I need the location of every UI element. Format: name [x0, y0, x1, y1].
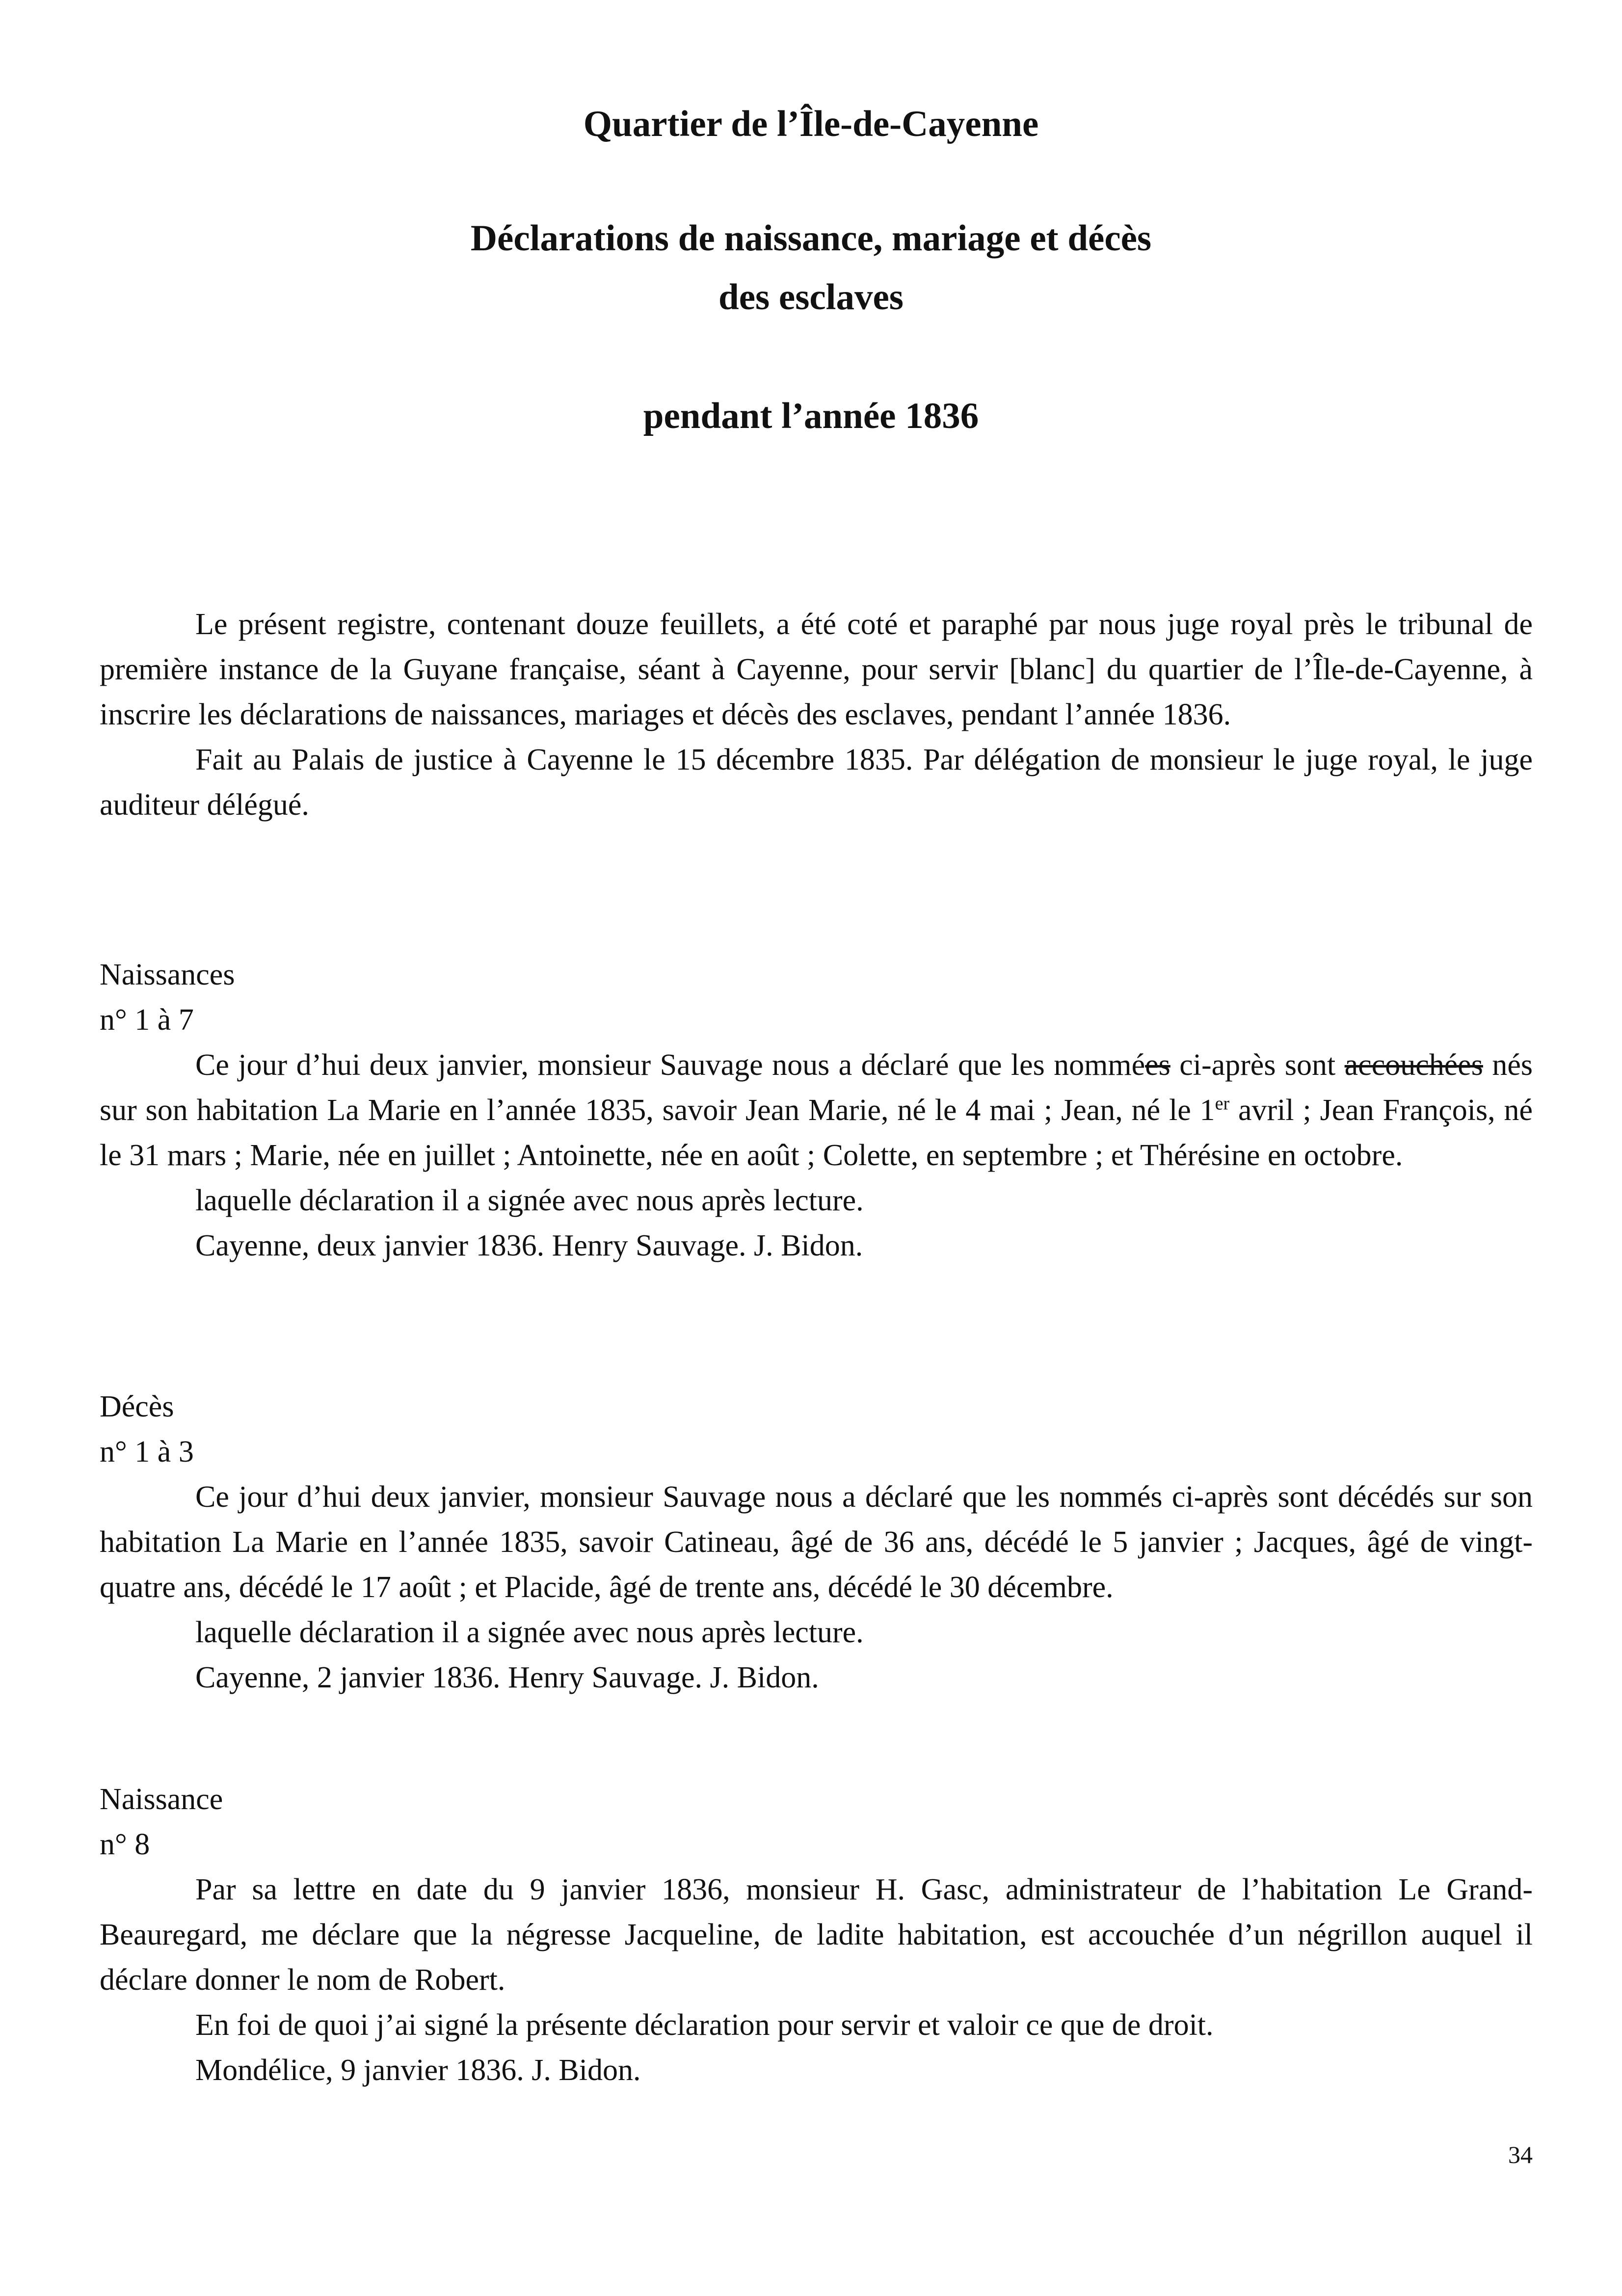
title-line-2: des esclaves	[718, 277, 904, 318]
closing-line: Mondélice, 9 janvier 1836. J. Bidon.	[195, 2054, 641, 2087]
ordinal-superscript: er	[1215, 1093, 1230, 1114]
signature-statement: En foi de quoi j’ai signé la présente déclaration pour servir et valoir ce que de droit.	[195, 2008, 1214, 2042]
signature-statement: laquelle déclaration il a signée avec nous après lecture.	[195, 1616, 864, 1649]
quartier-heading: Quartier de l’Île-de-Cayenne	[583, 104, 1039, 144]
entry-declaration	[100, 1042, 1533, 1178]
signature-statement: laquelle déclaration il a signée avec nous après lecture.	[195, 1184, 864, 1217]
preamble-date-paragraph: Fait au Palais de justice à Cayenne le 15 décembre 1835. Par délégation de monsieur le juge royal, le juge auditeur délégué.	[100, 743, 1533, 822]
declaration-text: Ce jour d’hui deux janvier, monsieur Sauvage nous a déclaré que les nommé	[195, 1048, 1145, 1082]
entry-number-label: n° 1 à 7	[100, 1003, 194, 1037]
entry-number-label: n° 1 à 3	[100, 1435, 194, 1468]
declaration-text: nés sur son habitation La Marie en l’année 1835, savoir Jean Marie, né le 4 mai ; Jean, né le 1	[100, 1048, 1533, 1127]
year-heading: pendant l’année 1836	[643, 396, 979, 436]
entry-type-label: Naissances	[100, 958, 235, 991]
entry-type-label: Naissance	[100, 1783, 223, 1816]
closing-line: Cayenne, 2 janvier 1836. Henry Sauvage. J. Bidon.	[195, 1661, 819, 1694]
preamble-paragraph: Le présent registre, contenant douze feuillets, a été coté et paraphé par nous juge royal près le tribunal de première instance de la Guyane française, séant à Cayenne, pour servir [blanc] du quartier de l’Île-de-Cayenne, à inscrire les déclarations de naissances, mariages et décès des esclaves, pendant l’année 1836.	[100, 608, 1533, 731]
entry-naissance-8	[100, 1777, 1533, 2093]
declaration-text: avril ; Jean François, né le 31 mars ; Marie, née en juillet ; Antoinette, née en août ; Colette, en septembre ; et Thérésine en octobre.	[100, 1094, 1533, 1172]
title-line-1: Déclarations de naissance, mariage et décès	[470, 218, 1152, 259]
entry-declaration: Ce jour d’hui deux janvier, monsieur Sauvage nous a déclaré que les nommés ci-après sont décédés sur son habitation La Marie en l’année 1835, savoir Catineau, âgé de 36 ans, décédé le 5 janvier ; Jacques, âgé de vingt-quatre ans, décédé le 17 août ; et Placide, âgé de trente ans, décédé le 30 décembre.	[100, 1480, 1533, 1604]
struck-text: es	[1145, 1048, 1170, 1082]
entry-number-label: n° 8	[100, 1828, 150, 1861]
closing-line: Cayenne, deux janvier 1836. Henry Sauvage. J. Bidon.	[195, 1229, 863, 1262]
declaration-text: ci-après sont	[1170, 1048, 1345, 1082]
preamble	[100, 602, 1533, 828]
entry-declaration: Par sa lettre en date du 9 janvier 1836, monsieur H. Gasc, administrateur de l’habitation Le Grand-Beauregard, me déclare que la négresse Jacqueline, de ladite habitation, est accouchée d’un négrillon auquel il déclare donner le nom de Robert.	[100, 1873, 1533, 1997]
entry-type-label: Décès	[100, 1390, 174, 1423]
page-number: 34	[1508, 2141, 1533, 2168]
entry-deces-1-3	[100, 1384, 1533, 1700]
entry-naissances-1-7	[100, 952, 1533, 1268]
struck-text: accouchées	[1344, 1048, 1483, 1082]
